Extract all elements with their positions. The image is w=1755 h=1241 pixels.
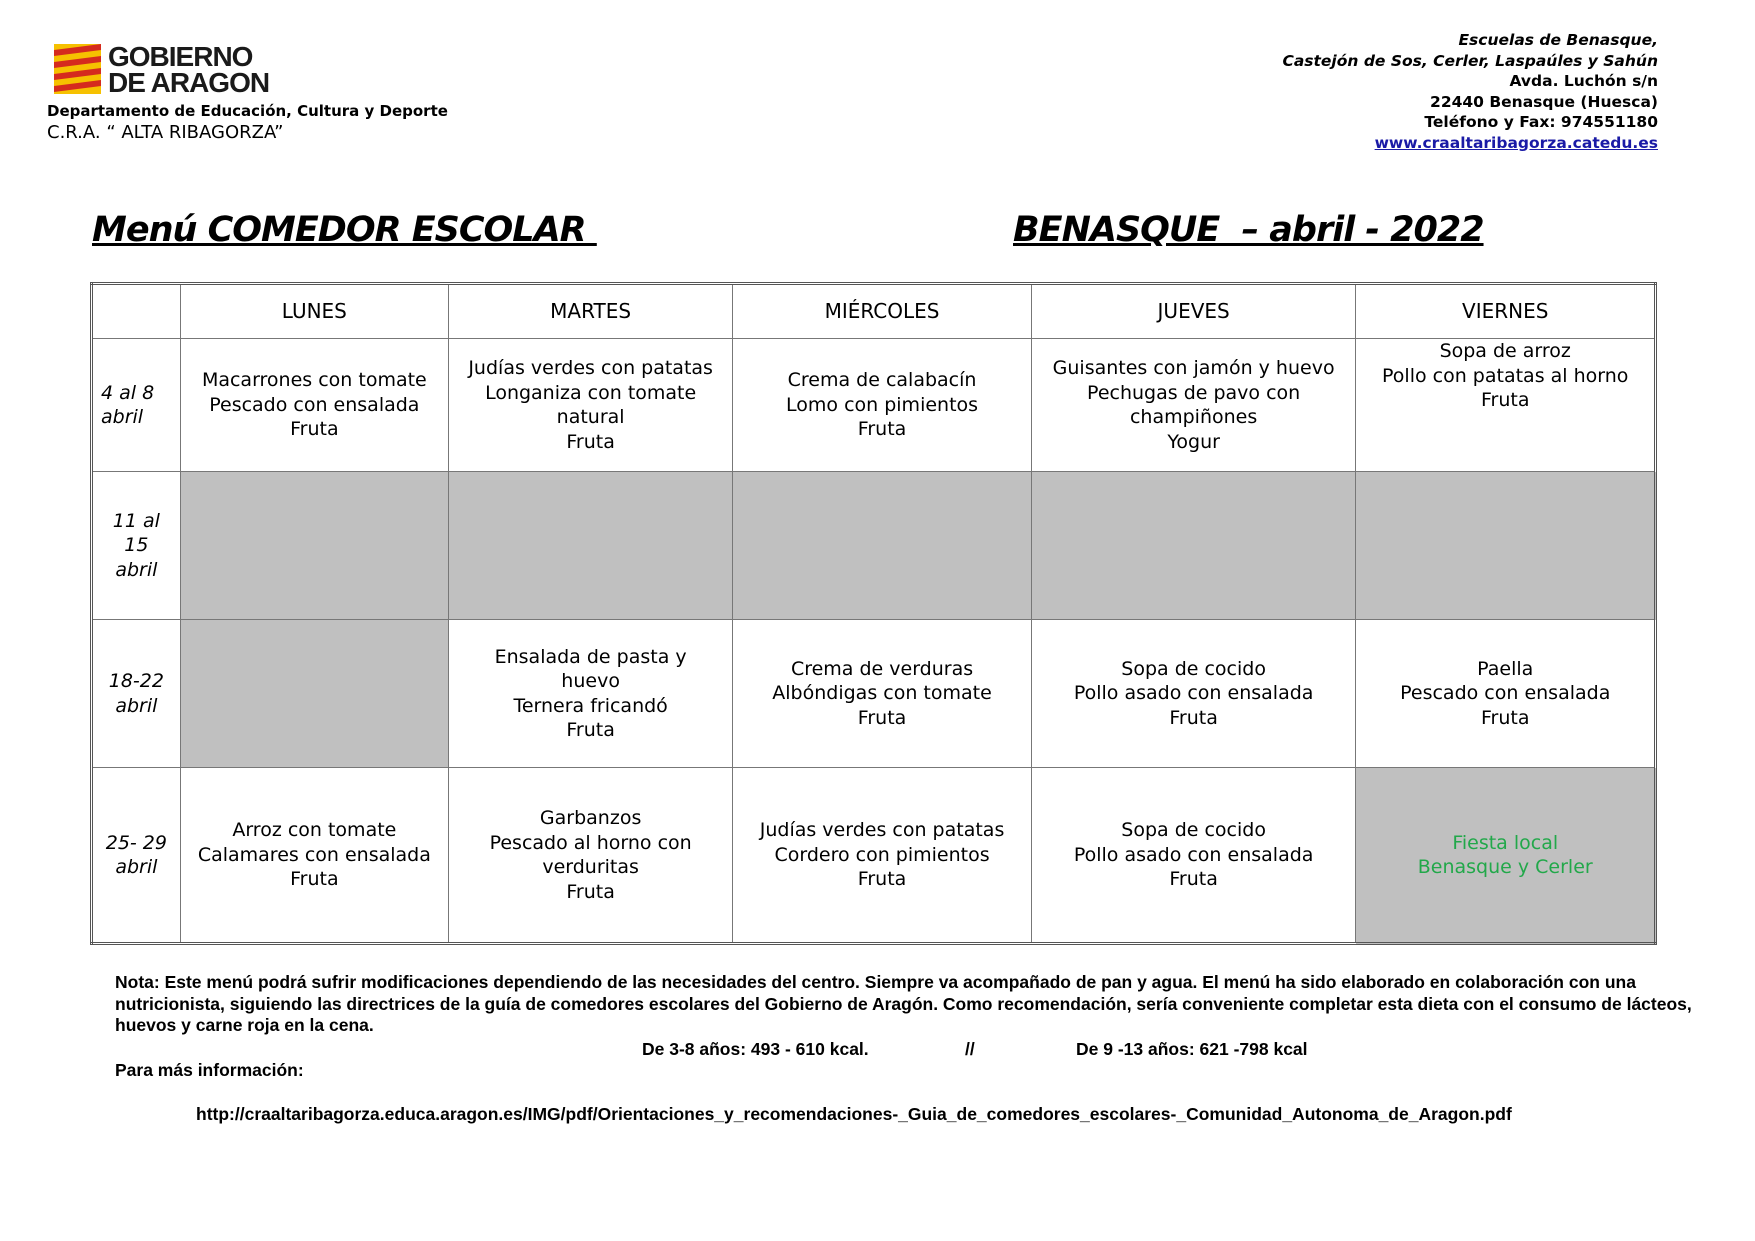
dish-line: Lomo con pimientos: [786, 393, 979, 416]
day-header: VIERNES: [1356, 284, 1656, 339]
menu-cell: [1031, 768, 1356, 944]
guide-url-link[interactable]: http://craaltaribagorza.educa.aragon.es/IMG/pdf/Orientaciones_y_recomendaciones-_Guia_de_comedores_escolares-_Comunidad_Autonoma_de_Aragon.pdf: [196, 1104, 1512, 1124]
dish-line: Longaniza con tomate: [485, 381, 697, 404]
logo-text: GOBIERNO DE ARAGON: [108, 41, 270, 98]
week-label-line: abril: [115, 558, 158, 581]
dish-line: Pescado con ensalada: [1400, 682, 1611, 705]
dish-line: Pollo asado con ensalada: [1073, 843, 1314, 866]
menu-cell: [180, 768, 448, 944]
dish-line: Arroz con tomate: [232, 819, 397, 842]
dish-line: Crema de calabacín: [787, 369, 977, 392]
dish-line: Sopa de cocido: [1121, 819, 1266, 842]
dish-line: Paella: [1477, 657, 1534, 680]
week-label: [92, 620, 181, 768]
dish-line: Fruta: [1169, 868, 1218, 891]
kcal-separator: //: [965, 1039, 975, 1059]
school-website-link[interactable]: www.craaltaribagorza.catedu.es: [1374, 133, 1658, 152]
no-school-cell: [448, 472, 732, 620]
menu-cell: [733, 768, 1031, 944]
dish-line: Cordero con pimientos: [774, 843, 990, 866]
week-label-line: abril: [101, 406, 144, 428]
week-label-line: 4 al 8: [101, 381, 155, 404]
department-name: Departamento de Educación, Cultura y Deporte: [47, 102, 448, 120]
day-header: LUNES: [180, 284, 448, 339]
dish-line: Yogur: [1167, 430, 1220, 453]
dish-line: Judías verdes con patatas: [468, 357, 713, 379]
dish-line: Fruta: [857, 868, 907, 891]
menu-cell: [448, 768, 732, 944]
menu-cell: [1031, 620, 1356, 768]
holiday-cell: [1356, 768, 1656, 944]
nota-text: Nota: Este menú podrá sufrir modificaciones dependiendo de las necesidades del centro. Siempre va acompañado de pan y agua. El menú ha sido elaborado en colaboración con una nutricionista, siguiendo las directrices de la guía de comedores escolares del Gobierno de Aragón. Como recomendación, sería conveniente completar esta dieta con el consumo de lácteos, huevos y carne roja en la cena.: [115, 972, 1692, 1035]
day-header: MARTES: [448, 284, 732, 339]
dish-line: Fruta: [857, 418, 907, 441]
dish-line: Fruta: [1480, 706, 1530, 729]
menu-cell: [1356, 339, 1656, 472]
dish-line: Fruta: [290, 418, 339, 441]
no-school-cell: [733, 472, 1031, 620]
menu-cell: [180, 339, 448, 472]
dish-line: Albóndigas con tomate: [772, 682, 992, 705]
menu-cell: [1356, 620, 1656, 768]
kcal-old: De 9 -13 años: 621 -798 kcal: [1076, 1039, 1308, 1059]
dish-line: Fruta: [857, 706, 907, 729]
day-header: MIÉRCOLES: [733, 284, 1031, 339]
dish-line: Ensalada de pasta y: [494, 645, 687, 668]
aragon-flag-icon: [54, 44, 101, 94]
menu-cell: [448, 339, 732, 472]
dish-line: Pescado al horno con: [489, 831, 692, 854]
more-info-label: Para más información:: [115, 1060, 304, 1080]
week-label-line: 15: [124, 534, 149, 557]
dish-line: natural: [556, 406, 625, 428]
week-label-line: 25- 29: [105, 831, 167, 854]
holiday-text: Fiesta local: [1452, 831, 1559, 854]
week-label-line: abril: [115, 694, 158, 717]
school-address: Avda. Luchón s/n: [1509, 72, 1658, 90]
dish-line: Ternera fricandó: [513, 694, 668, 717]
corner-cell: [92, 284, 181, 339]
table-row: [92, 339, 1656, 472]
school-info: [1282, 30, 1658, 153]
school-phone: Teléfono y Fax: 974551180: [1424, 113, 1658, 131]
dish-line: Fruta: [1480, 389, 1530, 411]
dish-line: Pollo con patatas al horno: [1382, 364, 1629, 387]
menu-table: [90, 282, 1657, 945]
menu-cell: [448, 620, 732, 768]
dish-line: Fruta: [566, 880, 615, 903]
week-label-line: abril: [115, 856, 158, 878]
week-label: [92, 472, 181, 620]
dish-line: Macarrones con tomate: [201, 369, 427, 392]
dish-line: Calamares con ensalada: [197, 843, 431, 866]
day-header: JUEVES: [1031, 284, 1356, 339]
dish-line: Guisantes con jamón y huevo: [1052, 357, 1335, 379]
menu-cell: [733, 339, 1031, 472]
dish-line: Judías verdes con patatas: [759, 819, 1005, 842]
menu-location-date: BENASQUE – abril - 2022: [1013, 210, 1484, 250]
dish-line: verduritas: [542, 856, 639, 878]
school-postal: 22440 Benasque (Huesca): [1430, 92, 1658, 111]
dish-line: Pescado con ensalada: [209, 393, 420, 416]
dish-line: Crema de verduras: [790, 657, 974, 680]
dish-line: Fruta: [290, 868, 339, 891]
dish-line: Fruta: [566, 719, 615, 741]
no-school-cell: [180, 620, 448, 768]
no-school-cell: [1356, 472, 1656, 620]
dish-line: Pollo asado con ensalada: [1073, 682, 1314, 705]
week-label: [92, 339, 181, 472]
dish-line: huevo: [561, 670, 620, 692]
table-row: [92, 768, 1656, 944]
dish-line: Garbanzos: [539, 807, 642, 829]
dish-line: champiñones: [1129, 406, 1258, 428]
menu-cell: [733, 620, 1031, 768]
dish-line: Fruta: [1169, 706, 1218, 729]
dish-line: Pechugas de pavo con: [1087, 381, 1301, 404]
week-label-line: 18-22: [108, 670, 164, 692]
school-line-2: Castejón de Sos, Cerler, Laspaúles y Sahún: [1282, 51, 1658, 70]
no-school-cell: [180, 472, 448, 620]
no-school-cell: [1031, 472, 1356, 620]
dish-line: Fruta: [566, 430, 615, 453]
dish-line: Sopa de cocido: [1121, 657, 1266, 680]
table-row: [92, 472, 1656, 620]
week-label: [92, 768, 181, 944]
dish-line: Sopa de arroz: [1439, 340, 1571, 362]
week-label-line: 11 al: [112, 509, 160, 532]
table-header-row: [92, 284, 1656, 339]
cra-name: C.R.A. “ ALTA RIBAGORZA”: [47, 122, 284, 143]
holiday-text: Benasque y Cerler: [1417, 856, 1593, 878]
table-row: [92, 620, 1656, 768]
gobierno-aragon-logo: [54, 41, 284, 98]
menu-title: Menú COMEDOR ESCOLAR: [92, 210, 597, 250]
kcal-young: De 3-8 años: 493 - 610 kcal.: [642, 1039, 869, 1059]
menu-cell: [1031, 339, 1356, 472]
school-line-1: Escuelas de Benasque,: [1458, 31, 1658, 49]
